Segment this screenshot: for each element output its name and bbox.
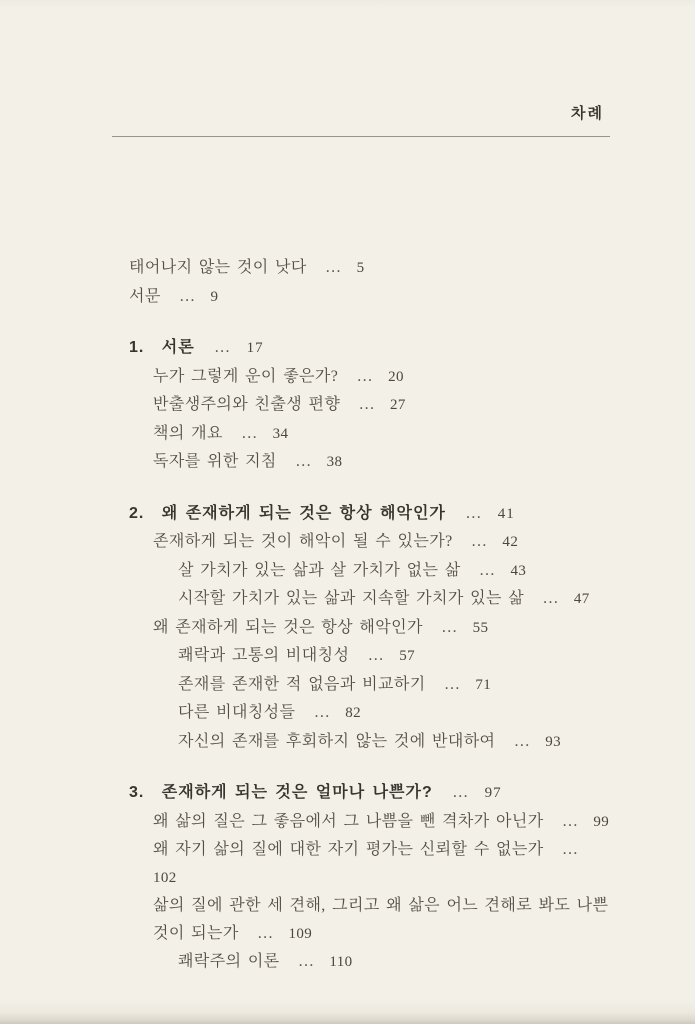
entry-title: 시작할 가치가 있는 삶과 지속할 가치가 있는 삶 [178,590,525,607]
dot-leader: … [441,618,459,636]
page-number: 97 [484,785,502,801]
page-number: 34 [272,425,289,442]
running-head-title: 차례 [571,105,604,122]
entry-title: 서론 [161,339,195,356]
toc-row [129,836,610,892]
section-number: 3. [129,784,145,801]
entry-title: 책의 개요 [153,424,223,442]
toc-row [129,728,610,757]
dot-leader: … [313,704,331,721]
entry-title: 살 가치가 있는 삶과 살 가치가 없는 삶 [178,561,461,579]
page-number: 82 [345,705,362,721]
page-number: 20 [388,368,404,385]
toc-row [129,420,610,449]
entry-title: 독자를 위한 지침 [153,453,277,470]
entry-title: 자신의 존재를 후회하지 않는 것에 반대하여 [178,732,496,750]
page-number: 38 [326,454,343,470]
entry-title: 왜 자기 삶의 질에 대한 자기 평가는 신뢰할 수 없는가 [153,841,544,858]
entry-title: 반출생주의와 친출생 편향 [153,396,341,413]
toc-row [129,283,610,312]
toc-row [129,448,610,477]
toc-row [129,892,610,948]
entry-title: 서문 [129,287,161,305]
entry-title: 누가 그렇게 운이 좋은가? [153,367,339,385]
toc-row [129,500,610,529]
page-number: 47 [573,591,590,607]
toc-row [129,948,610,977]
page-number: 102 [153,869,177,886]
dot-leader: … [561,812,579,830]
entry-title: 쾌락과 고통의 비대칭성 [178,647,350,664]
page-header [112,104,610,124]
page-number: 17 [246,340,264,356]
toc-row [129,614,610,643]
page-number: 93 [545,733,562,750]
dot-leader: … [325,259,343,276]
entry-title: 왜 삶의 질은 그 좋음에서 그 나쁨을 뺀 격차가 아닌가 [153,812,544,830]
dot-leader: … [444,675,461,693]
section-number: 2. [129,504,145,522]
dot-leader: … [214,339,232,356]
page-number: 42 [502,534,519,550]
entry-title: 다른 비대칭성들 [178,704,296,721]
toc-row [129,642,610,671]
dot-leader: … [257,924,275,942]
page-number: 9 [210,288,219,305]
page-number: 55 [472,619,489,636]
entry-title: 존재를 존재한 적 없음과 비교하기 [178,675,426,693]
toc-row [129,808,610,837]
dot-leader: … [542,590,560,607]
toc-row [129,334,610,363]
page-number: 57 [399,648,415,664]
entry-title: 왜 존재하게 되는 것은 항상 해악인가 [161,504,446,522]
dot-leader: … [479,561,497,579]
toc-row [129,363,610,392]
page-number: 41 [497,505,515,522]
page-number: 71 [475,676,492,693]
entry-title: 왜 존재하게 되는 것은 항상 해악인가 [153,618,423,636]
page-number: 27 [390,397,406,413]
toc-row [129,557,610,586]
page-number: 99 [593,813,610,830]
dot-leader: … [561,841,579,858]
entry-title: 삶의 질에 관한 세 견해, 그리고 왜 삶은 어느 견해로 봐도 나쁜 것이 되는가 [153,897,609,942]
page-number: 5 [356,260,365,276]
entry-title: 쾌락주의 이론 [178,953,280,970]
table-of-contents [129,254,610,977]
toc-row [129,254,610,283]
entry-title: 존재하게 되는 것이 해악이 될 수 있는가? [153,533,453,550]
entry-title: 태어나지 않는 것이 낫다 [129,259,307,276]
dot-leader: … [356,367,374,385]
page-number: 110 [329,954,353,970]
dot-leader: … [241,424,259,442]
dot-leader: … [297,953,315,970]
dot-leader: … [513,732,531,750]
dot-leader: … [179,287,197,305]
dot-leader: … [471,533,489,550]
dot-leader: … [367,647,385,664]
toc-row [129,528,610,557]
entry-title: 존재하게 되는 것은 얼마나 나쁜가? [161,784,433,801]
page-number: 43 [510,562,527,579]
dot-leader: … [358,396,376,413]
dot-leader: … [452,784,470,801]
section-number: 1. [129,339,145,356]
dot-leader: … [295,453,313,470]
toc-row [129,671,610,700]
toc-row [129,779,610,808]
toc-row [129,391,610,420]
toc-row [129,699,610,728]
page-number: 109 [288,925,313,942]
toc-row [129,585,610,614]
dot-leader: … [465,504,483,522]
header-rule [112,136,610,137]
